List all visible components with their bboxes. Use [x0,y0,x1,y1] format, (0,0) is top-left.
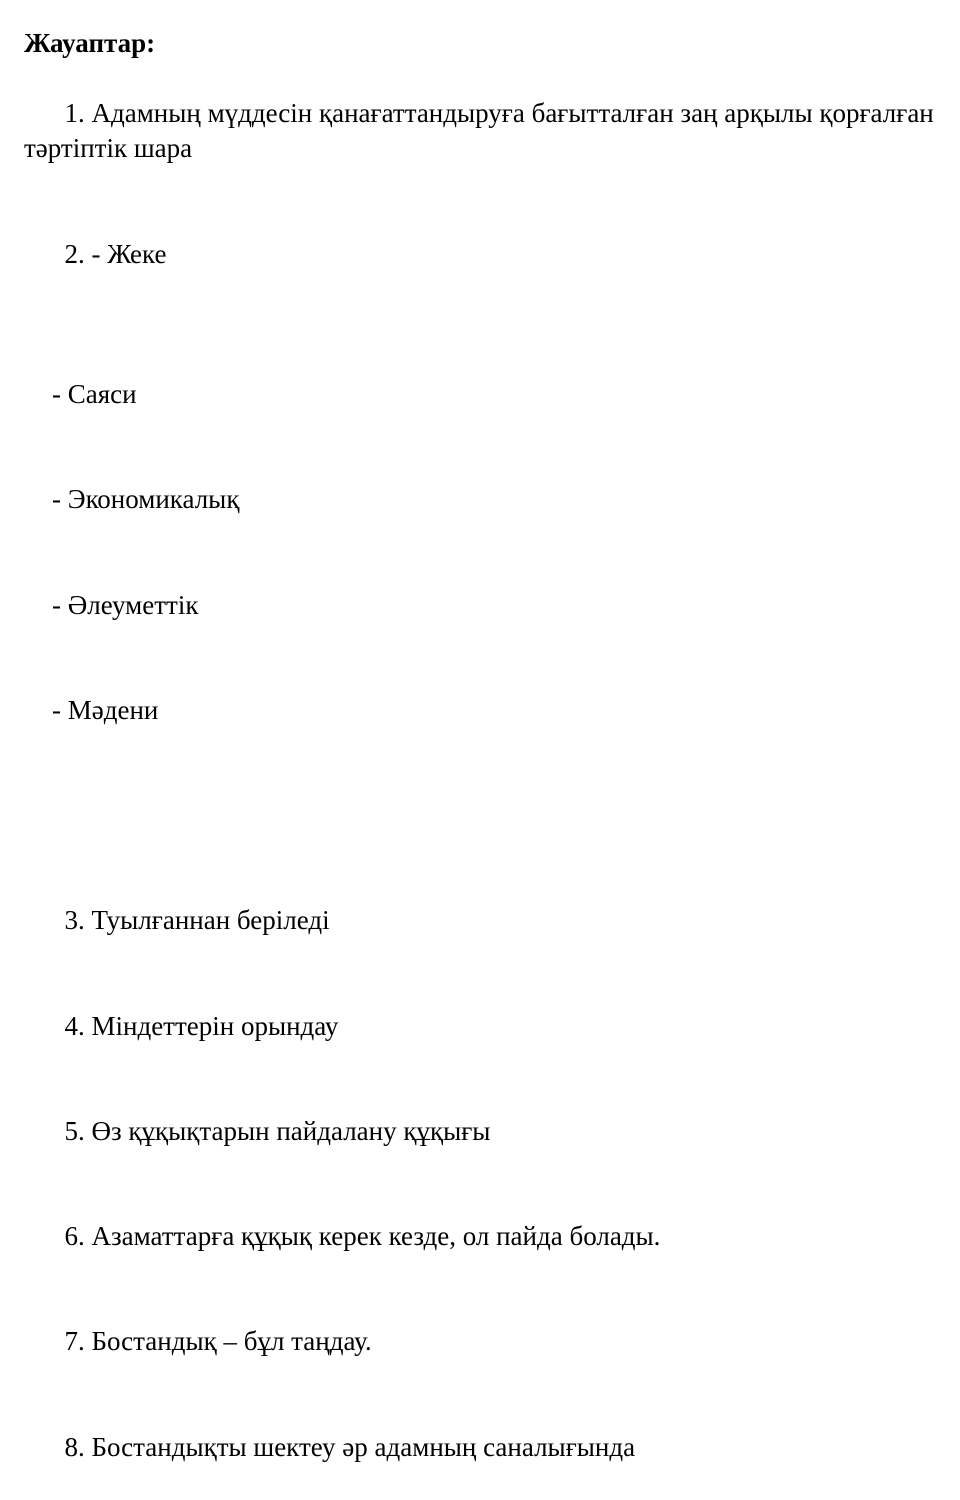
sub-list-item: - Мәдени [52,694,159,725]
list-item [24,868,938,973]
answer-text: 1. Адамның мүддесін қанағаттандыруға бағытталған заң арқылы қорғалған тәртіптік шара [24,98,941,164]
answer-text: 2. - Жеке [64,238,167,269]
list-item [24,974,938,1079]
list-item [24,1395,938,1500]
sub-list-item: - Экономикалық [52,484,240,515]
list-item [24,1184,938,1289]
answer-text: 3. Туылғаннан беріледі [64,905,330,936]
answer-text: 8. Бостандықты шектеу әр адамның саналығында [64,1431,636,1462]
list-item [24,61,941,201]
list-item [24,1289,938,1394]
sub-list-item: - Әлеуметтік [52,589,199,620]
list-item [24,201,938,868]
page-title: Жауаптар: [24,28,156,58]
answer-text: 4. Міндеттерін орындау [64,1010,339,1041]
answer-text: 5. Өз құқықтарын пайдалану құқығы [64,1115,491,1146]
list-item [24,1079,938,1184]
sub-list-item: - Саяси [52,378,137,409]
sub-list [24,307,938,798]
answer-text: 6. Азаматтарға құқық керек кезде, ол пайда болады. [64,1221,661,1252]
answer-list [24,61,941,1500]
answer-text: 7. Бостандық – бұл таңдау. [64,1326,372,1357]
